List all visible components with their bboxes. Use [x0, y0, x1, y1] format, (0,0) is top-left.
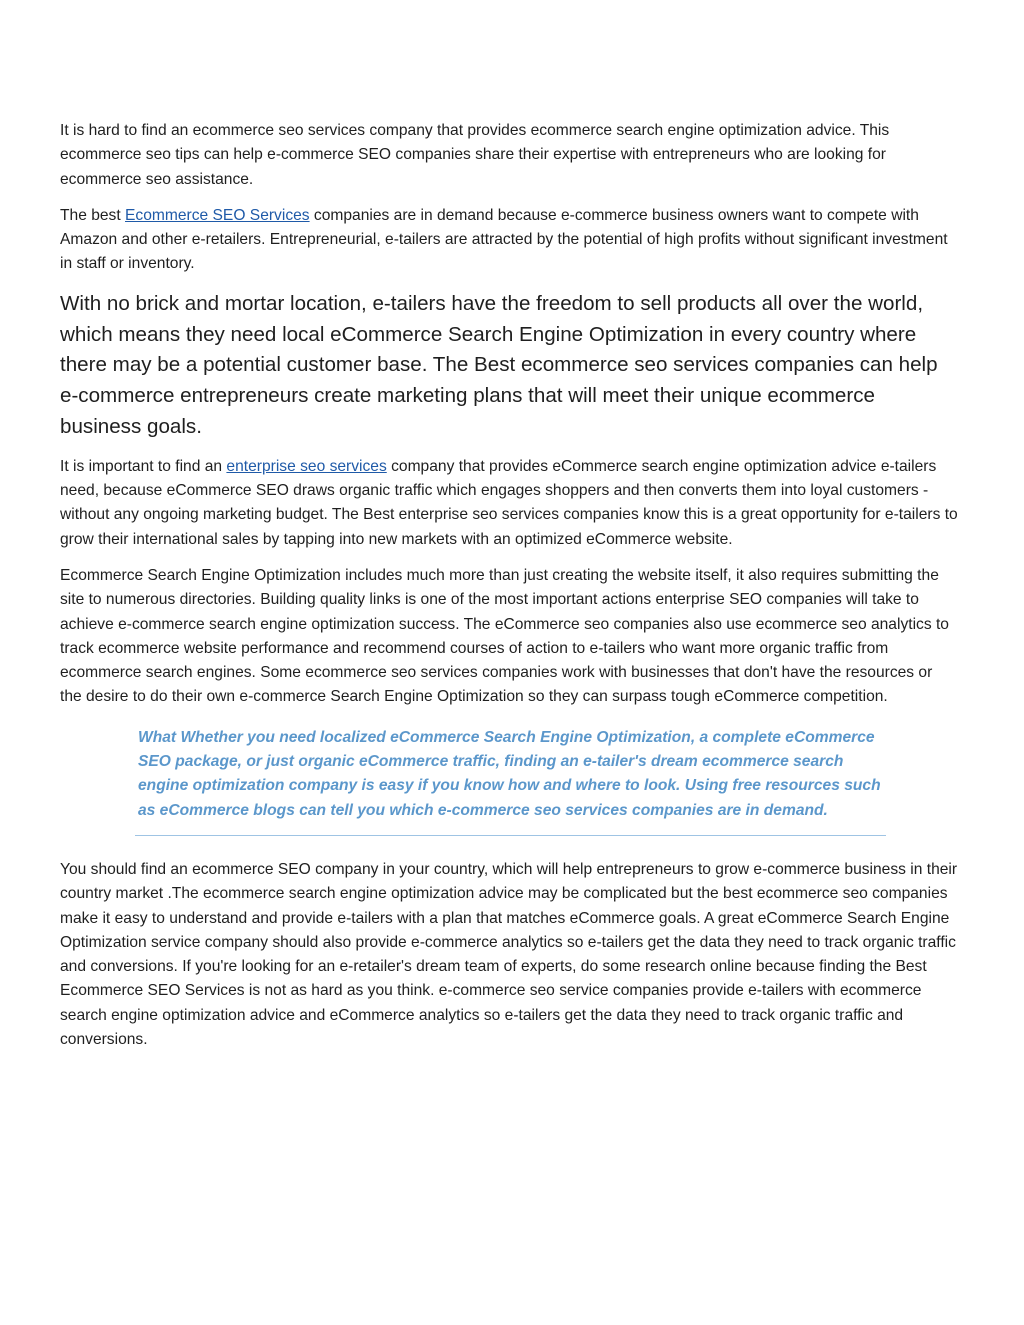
ecommerce-seo-services-link[interactable]: Ecommerce SEO Services — [125, 206, 310, 224]
paragraph-search-engine-optimization: Ecommerce Search Engine Optimization includes much more than just creating the website itself, it also requires submitting the site to numerous directories. Building quality links is one of the most important actions enterprise SEO companies will take to achieve e-commerce search engine optimization success. The eCommerce seo companies also use ecommerce seo analytics to track ecommerce website performance and recommend courses of action to e-tailers who want more organic traffic from ecommerce search engines. Some ecommerce seo services companies work with businesses that don't have the resources or the desire to do their own e-commerce Search Engine Optimization so they can surpass tough eCommerce competition. — [60, 566, 949, 706]
paragraph-intro: It is hard to find an ecommerce seo services company that provides ecommerce search engine optimization advice. This ecommerce seo tips can help e-commerce SEO companies share their expertise with entrepreneurs who are looking for ecommerce seo assistance. — [60, 122, 890, 188]
quote-text: What Whether you need localized eCommerce Search Engine Optimization, a complete eCommerce SEO package, or just organic eCommerce traffic, finding an e-tailer's dream ecommerce search engine optimization company is easy if you know how and where to look. Using free resources such as eCommerce blogs can tell you which e-commerce seo services companies are in demand. — [138, 728, 881, 819]
paragraph-text: companies are in demand because e-commerce business owners want to compete with Amazon and other e-retailers. Entrepreneurial, e-tailers are attracted by the potential of high profits without significant investment in staff or inventory. — [60, 206, 948, 273]
paragraph-text: company that provides eCommerce search engine optimization advice e-tailers need, because eCommerce SEO draws organic traffic which engages shoppers and then converts them into loyal customers - without any ongoing marketing budget. The Best enterprise seo services companies know this is a great opportunity for e-tailers to grow their international sales by tapping into new markets with an optimized eCommerce website. — [60, 457, 958, 548]
enterprise-seo-services-link[interactable]: enterprise seo services — [226, 457, 387, 475]
paragraph-best-services — [60, 204, 958, 277]
paragraph-closing: You should find an ecommerce SEO company in your country, which will help entrepreneurs to grow e-commerce business in their country market .The ecommerce search engine optimization advice may be complicated but the best ecommerce seo companies make it easy to understand and provide e-tailers with a plan that matches eCommerce goals. A great eCommerce Search Engine Optimization service company should also provide e-commerce analytics so e-tailers get the data they need to track organic traffic and conversions. If you're looking for an e-retailer's dream team of experts, do some research online because finding the Best Ecommerce SEO Services is not as hard as you think. e-commerce seo service companies provide e-tailers with ecommerce search engine optimization advice and eCommerce analytics so e-tailers get the data they need to track organic traffic and conversions. — [60, 860, 958, 1048]
document-body — [60, 119, 958, 1064]
paragraph-text: The best — [60, 206, 126, 224]
paragraph-lead-large: With no brick and mortar location, e-tailers have the freedom to sell products all over the world, which means they need local eCommerce Search Engine Optimization in every country where there may be a potential customer base. The Best ecommerce seo services companies can help e-commerce entrepreneurs create marketing plans that will meet their unique ecommerce business goals. — [60, 291, 938, 438]
paragraph-text: It is important to find an — [60, 457, 227, 475]
intense-quote-block — [135, 726, 886, 836]
paragraph-enterprise — [60, 455, 958, 552]
